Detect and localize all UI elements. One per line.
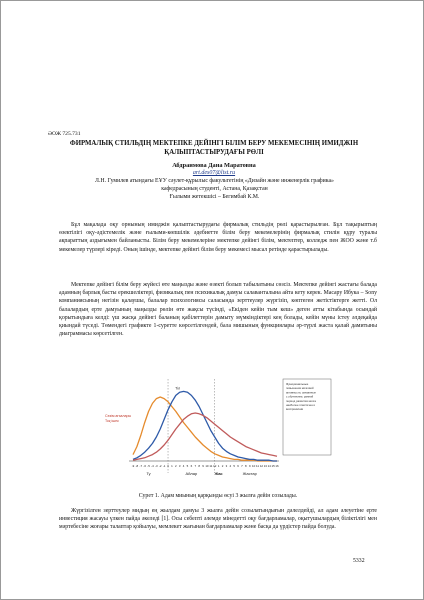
x-tick-label: -2 <box>158 464 162 468</box>
x-period-label: Жас <box>214 471 223 476</box>
x-tick-label: -1 <box>162 464 166 468</box>
figure-caption: Сурет 1. Адам миының қарқынды өсуі 3 жылға дейін созылады. <box>138 493 298 499</box>
legend-text-line: повышения мозговой <box>286 386 314 391</box>
legend-text-line: активности, связанные <box>286 390 316 395</box>
paragraph-intro: Бұл мақалада оқу орнының имиджін қалыптастырудағы фирмалық стильдің рөлі қарастырылған. Бұл тақырыптың өзектілігі оқу-әдістемелік және ғылыми-көпшілік әдебиетте білім беру мекемелерінің фирмалық стилін құру туралы ақпараттың аздығымен байланысты. Білім беру мекемелеріне мектепке дейінгі білім, мектептер, колледж пен ЖОО және т.б мекемелер түрлері кіреді. Оның ішінде, мектепке дейінгі білім беру мекемесі мысал ретінде қарастырылады. <box>59 222 377 253</box>
author-name: Абдраимова Дана Маратовна <box>172 162 256 169</box>
x-tick-label: 9 <box>202 464 204 468</box>
x-tick-label: 12 <box>213 464 217 468</box>
x-tick-label: 3 <box>178 464 181 468</box>
legend-text-line: Функциональные <box>286 382 309 386</box>
x-tick-label: 6 <box>237 464 239 468</box>
x-tick-label: 8 <box>245 464 247 468</box>
x-tick-label: 4 <box>182 464 185 468</box>
x-period-label: Жастар <box>242 471 257 476</box>
x-tick-label: 15 <box>271 464 275 468</box>
x-tick-label: -6 <box>143 464 146 468</box>
x-tick-label: 11 <box>256 464 260 468</box>
x-tick-label: 8 <box>198 464 200 468</box>
brain-development-chart <box>101 373 333 485</box>
paragraph-preschool: Мектепке дейінгі білім беру жүйесі өте маңызды және өзекті болып табылатыны сөзсіз. Мектепке дейінгі жастағы балада адамның барлық басты ерекшеліктері, физикалық пен психикалық дамуы салаванталына айта кету керек. Масару Ибука – Sony компаниясының негізін қалаушы, балалар психологиясы саласында зерттеулер жүргізіп, көптеген жетістіктерге жетті. Ол балалардың ерте дамуының маңызды рөлін өте жақсы түсінді, «Екіден кейін тым кеш» деген атты кітабында осындай қорытындыға келді: үш жасқа дейінгі баланың қабілеттерін дамыту мүмкіндіктері кең болады, кейін мүны істеу әлдеқайда қиындай түседі. Төмендегі графикте 1-суретте көрсетілгендей, бала мишының функциялары әр-түрлі жаста қалай дамитыны диаграммасы көрсетілген. <box>59 282 377 338</box>
x-tick-label: -3 <box>155 464 158 468</box>
x-tick-label: 10 <box>252 464 256 468</box>
author-email-link[interactable]: art.des07@list.ru <box>192 170 236 176</box>
x-tick-label: 5 <box>186 464 189 468</box>
udk-code: ӘОЖ 725.731 <box>48 131 81 137</box>
series-line-0 <box>133 397 277 461</box>
affiliation-block <box>93 178 336 201</box>
annotation-label: Сезім ағзалары <box>105 414 132 418</box>
x-tick-label: 2 <box>175 464 177 468</box>
x-tick-label: -7 <box>139 464 143 468</box>
x-tick-label: 0 <box>167 464 169 468</box>
paragraph-research: Жүргізілген зерттеулер мидың ең жылдам дамуы 3 жылға дейін созылатындығын дәлелдейді, ал адам әлеуетіне ерте инвестиция жасауы үлкен пайда әкеледі [1]. Осы себепті әлемде мінедетті оқу бағдарламалар, оқытушылардың біліктілігі мен мәртебесіне жоғары талаптар қойылуы, мемлекет жағынан бағдарламалар және басқа да үрдістер пайда болуда. <box>59 508 377 531</box>
page-number: 5332 <box>353 558 365 564</box>
affiliation-text: Л.Н. Гумилев атындағы ЕҰУ сәулет-құрылыс факультетінің «Дизайн және инженерлік графика» кафедрасының студенті, Астана, Қазақстан <box>95 178 334 192</box>
x-tick-label: 6 <box>190 464 193 468</box>
x-tick-label: -9 <box>131 464 135 468</box>
x-tick-label: 11 <box>209 464 213 468</box>
x-period-label: Ту <box>146 471 151 476</box>
x-tick-label: 3 <box>225 464 228 468</box>
x-tick-label: 1 <box>217 464 220 468</box>
article-title: ФИРМАЛЫҚ СТИЛЬДІҢ МЕКТЕПКЕ ДЕЙІНГІ БІЛІМ БЕРУ МЕКЕМЕСІНІҢ ИМИДЖІН ҚАЛЫПТАСТЫРУДАҒЫ РӨЛІ <box>69 140 359 156</box>
x-period-label: Айлар <box>185 471 198 476</box>
annotation-label: Тіл <box>175 386 181 391</box>
x-tick-label: 14 <box>267 464 271 468</box>
x-tick-label: 9 <box>248 464 251 468</box>
x-tick-label: 5 <box>233 464 235 468</box>
x-tick-label: 10 <box>205 464 209 468</box>
x-tick-label: 1 <box>171 464 173 468</box>
x-tick-label: -8 <box>135 464 139 468</box>
x-tick-label: 4 <box>229 464 232 468</box>
legend-text-line: период развития мозга <box>286 398 316 403</box>
chart-svg <box>101 373 333 485</box>
x-tick-label: 16 <box>275 464 279 468</box>
legend-text-line: восприимчив <box>286 407 304 412</box>
x-tick-label: 7 <box>241 464 243 468</box>
x-tick-label: 2 <box>221 464 224 468</box>
supervisor-text: Ғылыми жетекшісі – Бегимбай К.М. <box>169 193 260 200</box>
legend-text-line: с обучением; ранний <box>286 394 314 399</box>
x-tick-label: 7 <box>194 464 197 468</box>
annotation-label: Тоқ ішек <box>105 419 119 423</box>
legend-text-line: наиболее пластичен и <box>286 403 316 407</box>
x-tick-label: 12 <box>259 464 264 468</box>
x-tick-label: -4 <box>151 464 154 468</box>
x-tick-label: -5 <box>147 464 150 468</box>
x-tick-label: 13 <box>263 464 267 468</box>
